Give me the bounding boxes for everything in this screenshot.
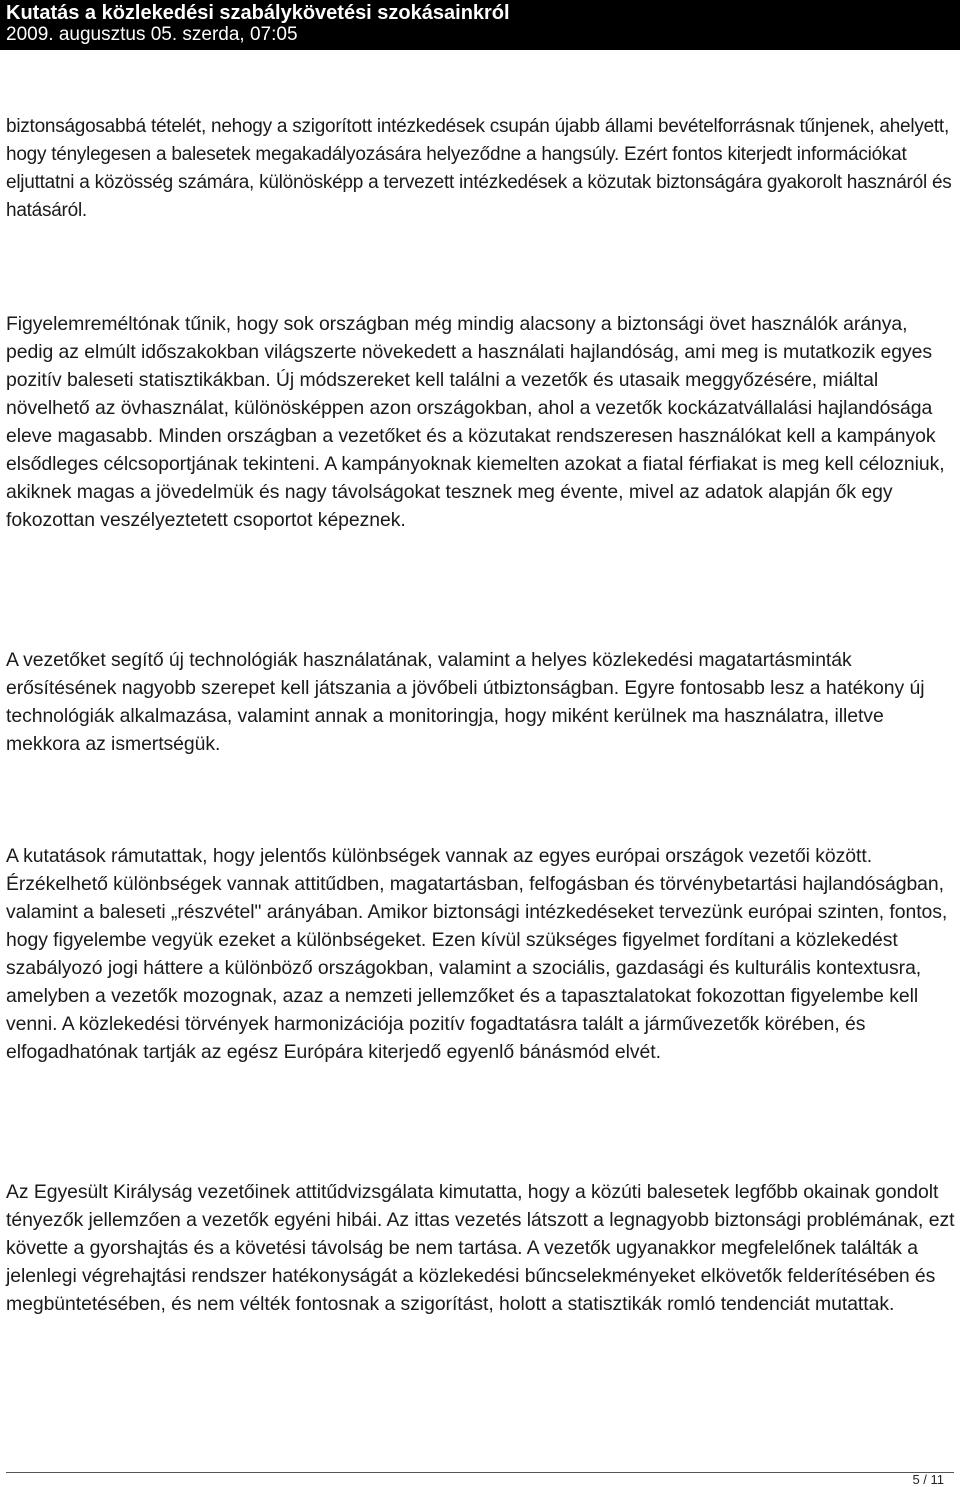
document-header [0, 0, 960, 50]
paragraph-4: A kutatások rámutattak, hogy jelentős különbségek vannak az egyes európai országok vezetői között. Érzékelhető különbségek vannak attitűdben, magatartásban, felfogásban és törvénybetartási hajlandóságban, valamint a baleseti „részvétel" arányában. Amikor biztonsági intézkedéseket tervezünk európai szinten, fontos, hogy figyelembe vegyük ezeket a különbségeket. Ezen kívül szükséges figyelmet fordítani a közlekedést szabályozó jogi háttere a különböző országokban, valamint a szociális, gazdasági és kulturális kontextusra, amelyben a vezetők mozognak, azaz a nemzeti jellemzőket és a tapasztalatokat fokozottan figyelembe kell venni. A közlekedési törvények harmonizációja pozitív fogadtatásra talált a járművezetők körében, és elfogadhatónak tartják az egész Európára kiterjedő egyenlő bánásmód elvét. [6, 845, 948, 1063]
footer-divider [6, 1472, 954, 1473]
document-date: 2009. augusztus 05. szerda, 07:05 [6, 24, 298, 45]
paragraph-1: biztonságosabbá tételét, nehogy a szigorított intézkedések csupán újabb állami bevételforrásnak tűnjenek, ahelyett, hogy ténylegesen a balesetek megakadályozására helyeződne a hangsúly. Ezért fontos kiterjedt információkat eljuttatni a közösség számára, különösképp a tervezett intézkedések a közutak biztonságára gyakorolt hasznáról és hatásáról. [6, 116, 952, 221]
page-number: 5 / 11 [912, 1472, 944, 1487]
paragraph-5: Az Egyesült Királyság vezetőinek attitűdvizsgálata kimutatta, hogy a közúti balesetek legfőbb okainak gondolt tényezők jellemzően a vezetők egyéni hibái. Az ittas vezetés látszott a legnagyobb biztonsági problémának, ezt követte a gyorshajtás és a követési távolság be nem tartása. A vezetők ugyanakkor megfelelőnek találták a jelenlegi végrehajtási rendszer hatékonyságát a közlekedési bűncselekményeket elkövetők felderítésében és megbüntetésében, és nem vélték fontosnak a szigorítást, holott a statisztikák romló tendenciát mutattak. [6, 1181, 955, 1315]
paragraph-3: A vezetőket segítő új technológiák használatának, valamint a helyes közlekedési magatartásminták erősítésének nagyobb szerepet kell játszania a jövőbeli útbiztonságban. Egyre fontosabb lesz a hatékony új technológiák alkalmazása, valamint annak a monitoringja, hogy miként kerülnek ma használatra, illetve mekkora az ismertségük. [6, 649, 925, 755]
document-title: Kutatás a közlekedési szabálykövetési szokásainkról [6, 2, 510, 24]
paragraph-2: Figyelemreméltónak tűnik, hogy sok országban még mindig alacsony a biztonsági övet használók aránya, pedig az elmúlt időszakokban világszerte növekedett a használati hajlandóság, ami meg is mutatkozik egyes pozitív baleseti statisztikákban. Új módszereket kell találni a vezetők és utasaik meggyőzésére, miáltal növelhető az övhasználat, különösképpen azon országokban, ahol a vezetők kockázatvállalási hajlandósága eleve magasabb. Minden országban a vezetőket és a közutakat rendszeresen használókat kell a kampányok elsődleges célcsoportjának tekinteni. A kampányoknak kiemelten azokat a fiatal férfiakat is meg kell célozniuk, akiknek magas a jövedelmük és nagy távolságokat tesznek meg évente, mivel az adatok alapján ők egy fokozottan veszélyeztetett csoportot képeznek. [6, 313, 945, 531]
